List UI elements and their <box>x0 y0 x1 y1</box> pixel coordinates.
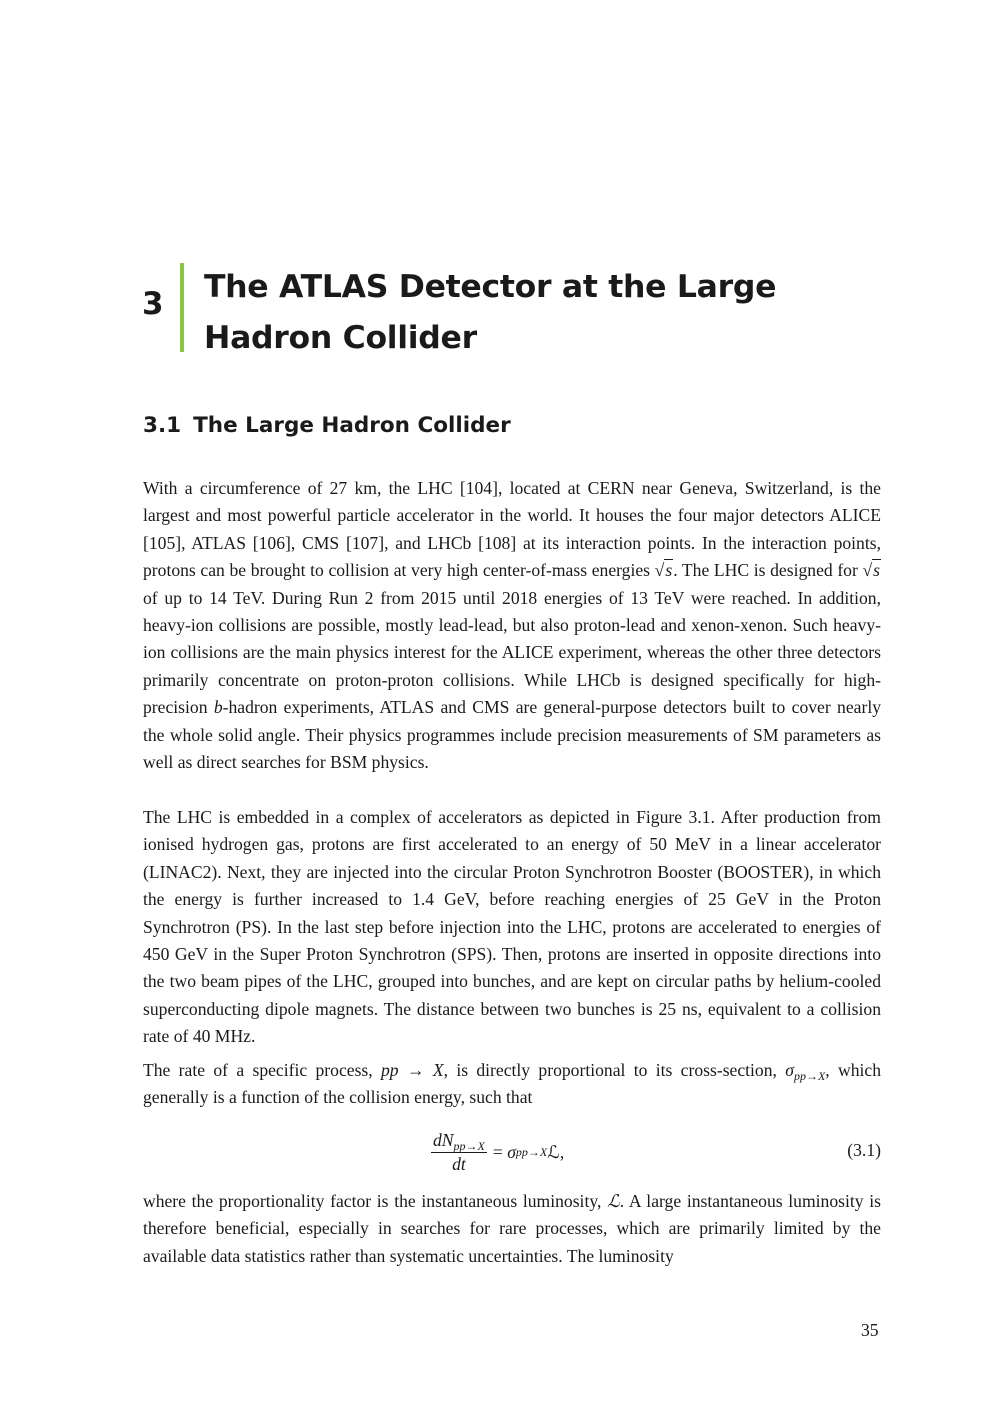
chapter-accent-bar <box>180 263 184 352</box>
paragraph-luminosity <box>143 1188 881 1270</box>
paragraph-text: , is directly proportional to its cross-section, <box>443 1060 777 1080</box>
equation-body: $\frac{dN_{pp\to X}}{dt}$ = σ pp→X ℒ, <box>433 1129 565 1174</box>
equals-sign: = <box>492 1141 503 1162</box>
equation-numerator <box>431 1130 487 1153</box>
math-variable: b <box>213 697 223 718</box>
equation-3-1 <box>143 1126 881 1178</box>
math-luminosity: ℒ <box>607 1191 620 1211</box>
paragraph-accelerator-complex: The LHC is embedded in a complex of accelerators as depicted in Figure 3.1. After production from ionised hydrogen gas, protons are first accelerated to an energy of 50 MeV in a linear accelerator (LINAC2). Next, they are injected into the circular Proton Synchrotron Booster (BOOSTER), in which the energy is further increased to 1.4 GeV, before reaching energies of 25 GeV in the Proton Synchrotron (PS). In the last step before injection into the LHC, protons are accelerated to energies of 450 GeV in the Super Proton Synchrotron (SPS). Then, protons are inserted in opposite directions into the two beam pipes of the LHC, grouped into bunches, and are kept on circular paths by helium-cooled superconducting dipole magnets. The distance between two bunches is 25 ns, equivalent to a collision rate of 40 MHz. <box>143 807 881 1047</box>
sqrt-s-math <box>863 557 882 584</box>
math-subscript: pp→X <box>793 1069 826 1083</box>
sqrt-s-math <box>655 557 674 584</box>
paragraph-text: . A large instantaneous luminosity is therefore beneficial, especially in searches for rare processes, which are primarily limited by the available data statistics rather than systematic uncertainties. The luminosity <box>143 1191 881 1266</box>
equation-sigma: σ <box>507 1141 516 1162</box>
sqrt-radicand: s <box>665 560 673 581</box>
chapter-number: 3 <box>142 286 164 322</box>
math-sigma: σ <box>785 1060 794 1080</box>
numerator-subscript: pp→X <box>453 1138 485 1153</box>
paragraph-text: , which generally is a function of the collision energy, such that <box>143 1060 882 1108</box>
equation-denominator: dt <box>452 1153 466 1174</box>
section-number: 3.1 <box>143 413 182 438</box>
paragraph-text: The rate of a specific process, <box>143 1060 373 1080</box>
section-title: The Large Hadron Collider <box>193 413 511 438</box>
section-heading <box>143 413 511 438</box>
equation-fraction <box>431 1130 487 1175</box>
paragraph-text: of up to 14 TeV. During Run 2 from 2015 until 2018 energies of 13 TeV were reached. In addition, heavy-ion collisions are possible, mostly lead-lead, but also proton-lead and xenon-xenon. Such heavy-ion collisions are the main physics interest for the ALICE experiment, whereas the other three detectors primarily concentrate on proton-proton collisions. While LHCb is designed specifically for high-precision <box>143 587 881 718</box>
paragraph-text: where the proportionality factor is the instantaneous luminosity, <box>143 1191 602 1211</box>
sqrt-sign: √ <box>862 560 873 581</box>
paragraph-text: With a circumference of 27 km, the LHC [104], located at CERN near Geneva, Switzerland, is the largest and most powerful particle accelerator in the world. It houses the four major detectors ALICE [105], ATLAS [106], CMS [107], and LHCb [108] at its interaction points. In the interaction points, protons can be brought to collision at very high center-of-mass energies <box>143 478 881 581</box>
paragraph-text: . The LHC is designed for <box>673 560 858 581</box>
equation-luminosity: ℒ, <box>547 1141 565 1162</box>
numerator-text: dN <box>433 1129 454 1150</box>
sqrt-radicand: s <box>873 560 881 581</box>
paragraph-text: -hadron experiments, ATLAS and CMS are general-purpose detectors built to cover nearly the whole solid angle. Their physics programmes include precision measurements of SM parameters as well as direct searches for BSM physics. <box>143 697 882 773</box>
equation-number: (3.1) <box>847 1140 881 1160</box>
sqrt-sign: √ <box>654 560 665 581</box>
chapter-title: The ATLAS Detector at the Large Hadron Collider <box>204 269 777 356</box>
math-process: pp → X <box>381 1060 444 1080</box>
paragraph-cross-section <box>143 1057 881 1112</box>
paragraph-intro <box>143 475 881 776</box>
page-number: 35 <box>861 1320 879 1340</box>
